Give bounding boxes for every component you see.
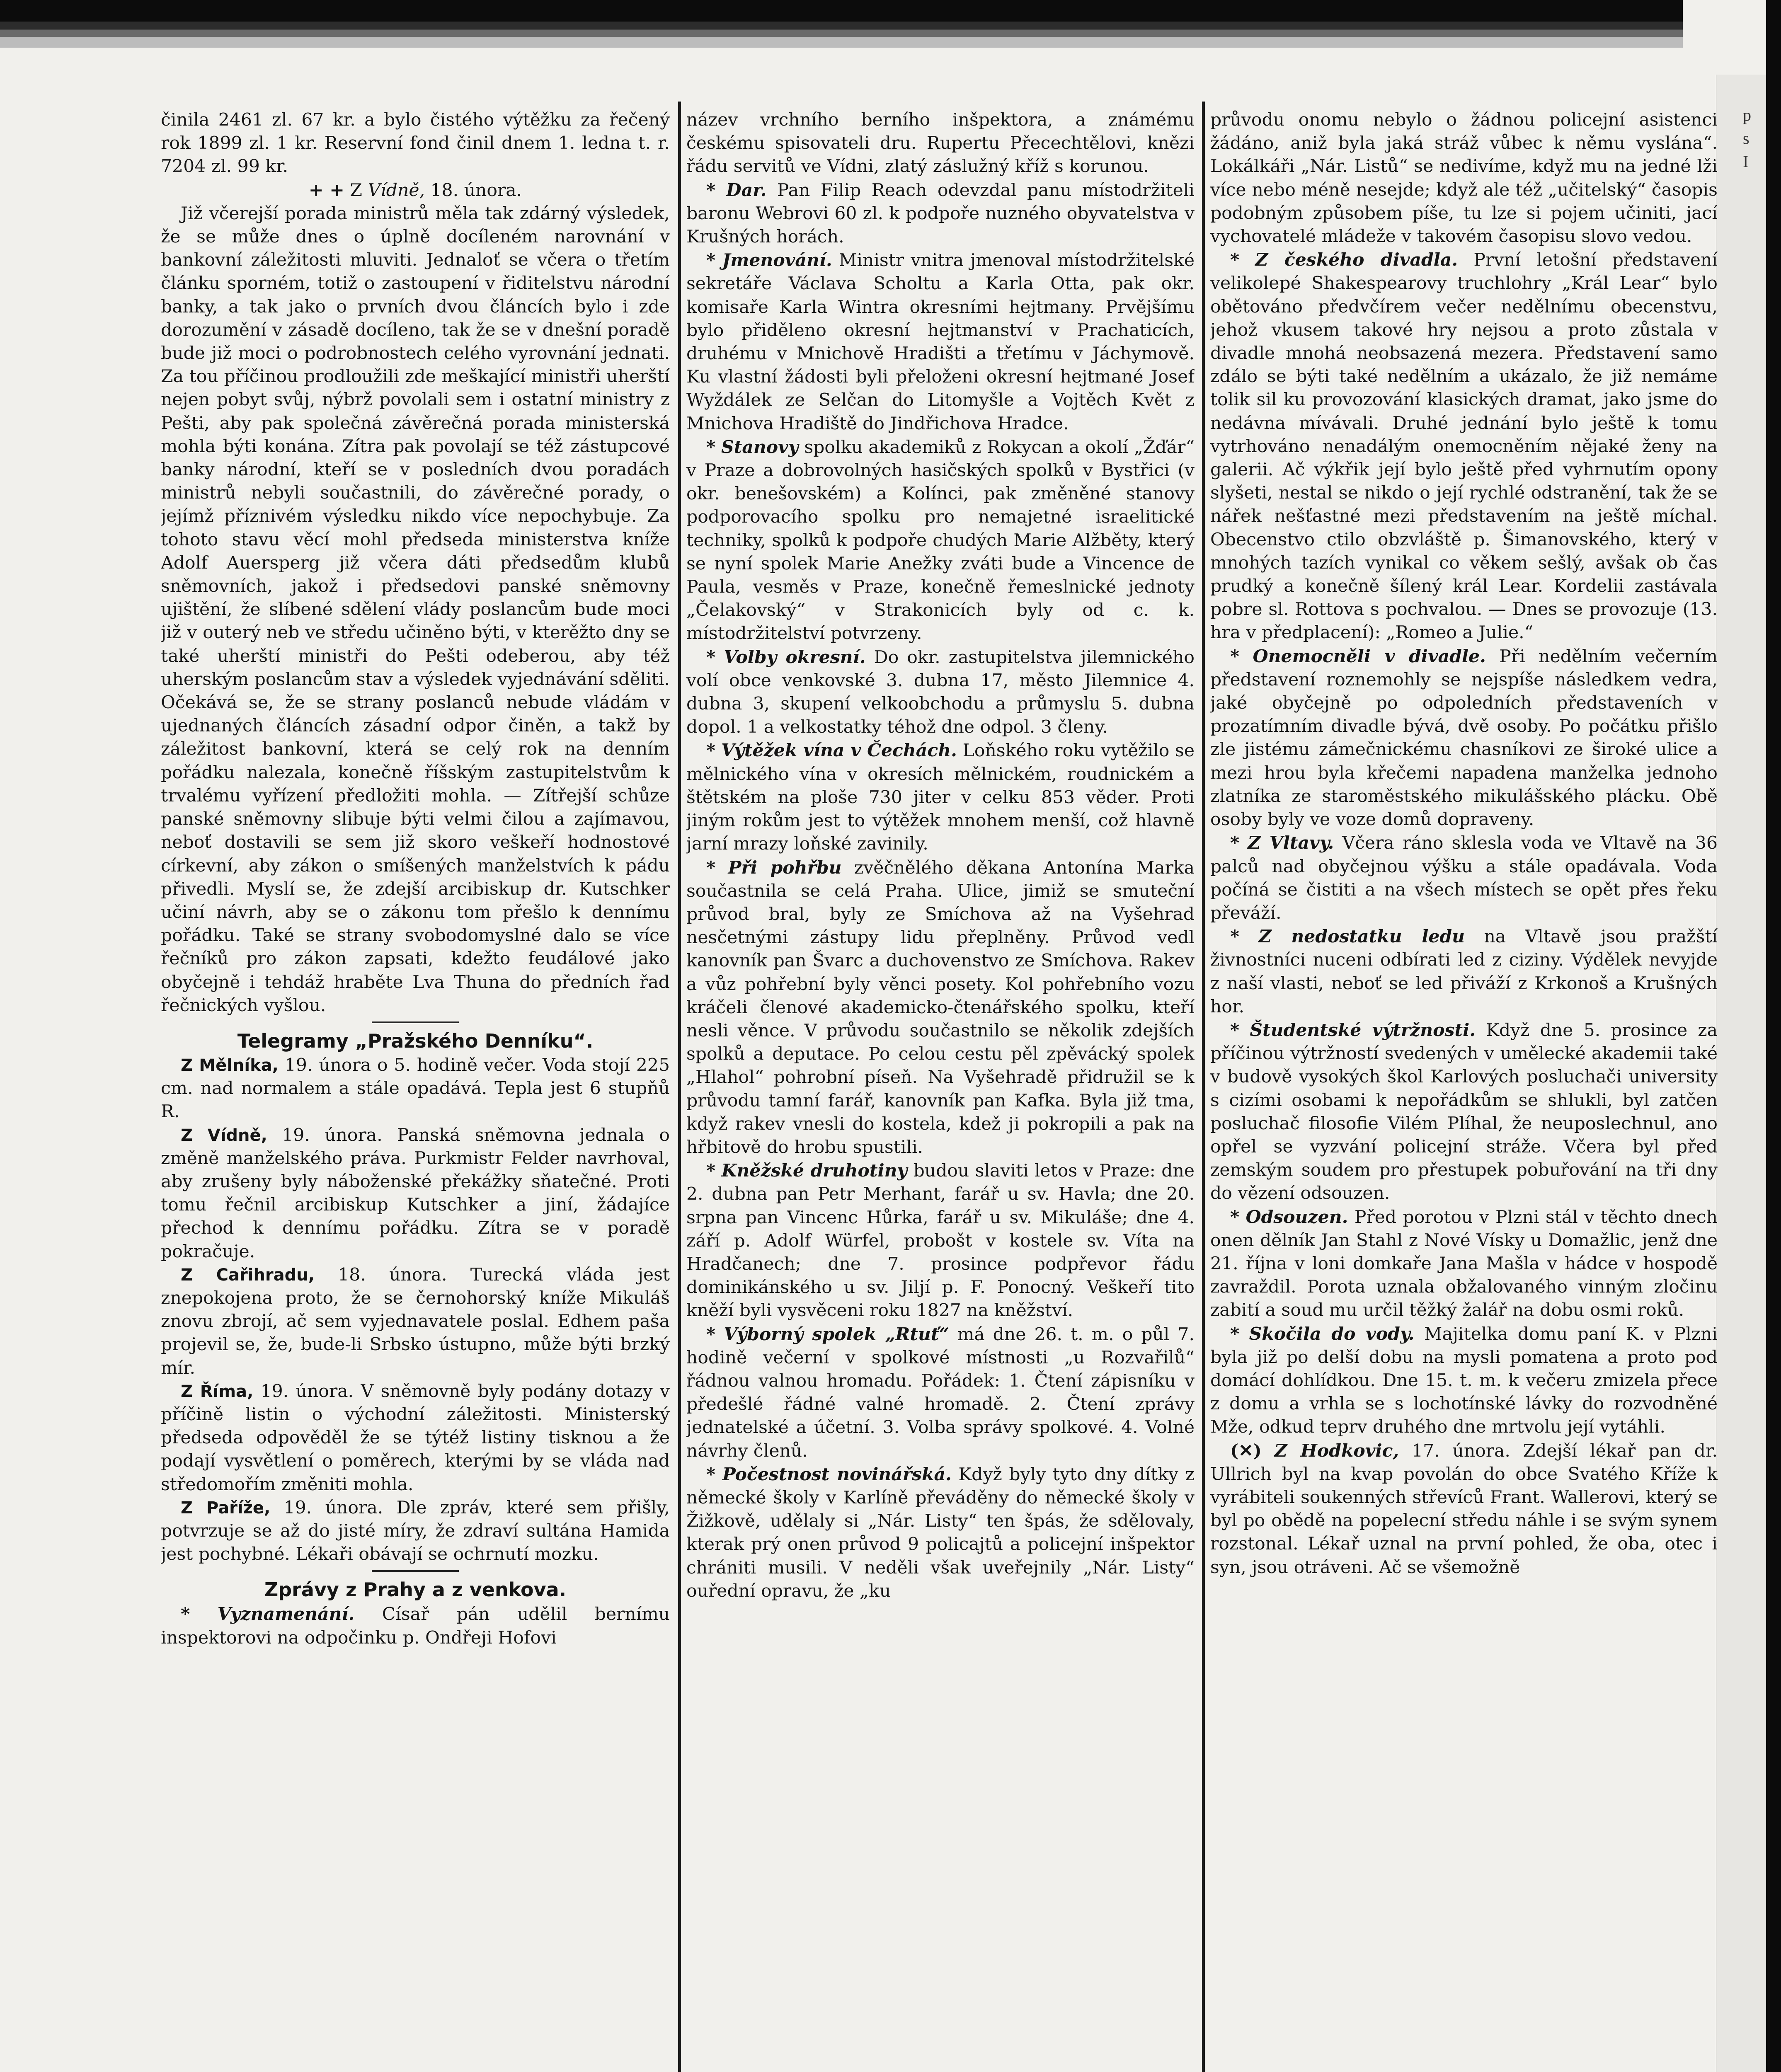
news-keyword: Študentské výtržnosti. <box>1250 1019 1476 1041</box>
vienna-dateline <box>161 179 670 202</box>
news-text: Včera ráno sklesla voda ve Vltavě na 36 palců nad obyčejnou výšku a stále opadávala. Voda počíná se čistiti a na všech místech se opět přes řeku převáží. <box>1210 833 1718 923</box>
telegram-item <box>161 1124 670 1264</box>
vienna-report: Již včerejší porada ministrů měla tak zdárný výsledek, že se může dnes o úplně docíleném narovnání v bankovní záležitosti mluviti. Jednaloť se včera o třetím článku sporném, totiž o zastoupení v řiditelstvu národní banky, a tak jako o prvních dvou článcích bylo i zde dorozumění v zásadě docíleno, tak že se v dnešní poradě bude již moci o podrobnostech celého vyrovnání jednati. Za tou příčinou prodloužili zde meškající ministři uherští nejen pobyt svůj, nýbrž povolali sem i ostatní ministry z Pešti, aby pak společná závěrečná porada ministerská mohla býti konána. Zítra pak povolají se též zástupcové banky národní, kteří se v posledních dvou poradách ministrů nebyli součastnili, do závěrečné porady, o jejímž příznivém výsledku nikdo více nepochybuje. Za tohoto stavu věcí mohl předseda ministerstva kníže Adolf Auersperg již včera dáti předsedům klubů sněmovních, jakož i předsedovi panské sněmovny ujištění, že slíbené sdělení vlády poslancům bude moci již v outerý neb ve středu učiněno býti, v kterěžto dny se také uherští ministři do Pešti odeberou, aby též uherským poslancům stav a výsledek vyjednávání sděliti. Očekává se, že se strany poslanců nebude vládám v ujednaných článcích zásadní odpor činěn, a takž by záležitost bankovní, která se celý rok na denním pořádku nalezala, konečně říšským zastupitelstvům k trvalému vyřízení předložiti mohla. — Zítřejší schůze panské sněmovny slibuje býti velmi čilou a zajímavou, neboť dostavili se sem již skoro veškeří hodnostové církevní, aby zákon o smíšených manželstvích k pádu přivedli. Myslí se, že zdejší arcibiskup dr. Kutschker učiní návrh, aby se o zákonu tom přešlo k dennímu pořádku. Také se strany svobodomyslné dalo se více řečníků pro zákon zapsati, kdežto feudálové jako obyčejně i tehdáž hraběte Lva Thuna do předních řad řečnických vyšlou. <box>161 203 670 1016</box>
news-text: Císař pán udělil bernímu inspektorovi na odpočinku p. Ondřeji Hofovi <box>161 1604 670 1648</box>
news-keyword: Vyznamenání. <box>217 1604 355 1625</box>
news-text: Když byly tyto dny dítky z německé školy v Karlíně převáděny do německé školy v Žižkově, udělaly si „Nár. Listy“ ten špás, že sdělovaly, kterak prý onen průvod 9 policajtů a policejní inšpektor chrániti musili. V neděli však uveřejnily „Nár. Listy“ ouřední opravu, že „ku <box>686 1464 1195 1601</box>
telegram-item <box>161 1496 670 1566</box>
news-text: průvodu onomu nebylo o žádnou policejní asistenci žádáno, aniž byla jaká stráž vůbec k němu vyslána“. Lokálkáři „Nár. Listů“ se nedivíme, když mu na jedné lži více nebo méně nesejde; když ale též „učitelský“ časopis podobným způsobem píše, tu lze si pojem učiniti, jací vychovatelé mládeže v takovém časopisu slovo vedou. <box>1210 110 1718 247</box>
telegram-place: Z Paříže, <box>181 1498 271 1518</box>
column-rule-2 <box>1202 102 1205 2072</box>
news-keyword: Dar. <box>726 179 767 201</box>
news-text: Do okr. zastupitelstva jilemnického volí obce venkovské 3. dubna 17, město Jilemnice 4. dubna 3, skupení velkoobchodu a průmyslu 5. dubna dopol. 1 a velkostatky téhož dne odpol. 3 členy. <box>686 647 1195 738</box>
column-left <box>161 109 670 2072</box>
news-item: * Dar. Pan Filip Reach odevzdal panu místodržiteli baronu Webrovi 60 zl. k podpoře nuzného obyvatelstva v Krušných horách. <box>686 179 1195 247</box>
news-keyword: Počestnost novinářská. <box>722 1464 952 1485</box>
news-heading: Zprávy z Prahy a z venkova. <box>264 1578 567 1601</box>
news-item: * Skočila do vody. Majitelka domu paní K. v Plzni byla již po delší dobu na mysli pomatena a proto pod domácí dohlídkou. Dne 15. t. m. k večeru zmizela přece z domu a vrhla se s lochotínské lávky do rozvodněné Mže, odkud teprv druhého dne mrtvolu její vytáhli. <box>1210 1323 1718 1438</box>
news-item: * Výborný spolek „Rtuť“ má dne 26. t. m. o půl 7. hodině večerní v spolkové místnosti „u Rozvařilů“ řádnou valnou hromadu. Pořádek: 1. Čtení zápisníku v předešlé řádné valné hromadě. 2. Čtení zprávy jednatelské a účetní. 3. Volba správy spolkové. 4. Volné návrhy členů. <box>686 1324 1195 1461</box>
dateline-z: Z <box>350 180 362 201</box>
telegram-place: Z Mělníka, <box>181 1055 279 1075</box>
news-text: Loňského roku vytěžilo se mělnického vína v okresích mělnickém, roudnickém a štětském na ploše 730 jiter v celku 853 věder. Proti jiným rokům jest to výtěžek mnohem menší, což hlavně jarní mrazy loňské zavinily. <box>686 741 1195 854</box>
news-keyword: Výborný spolek „Rtuť“ <box>724 1324 949 1345</box>
dateline-place: Vídně, <box>368 180 425 201</box>
scan-top-edge <box>0 0 1683 48</box>
telegram-text: 18. února. Turecká vláda jest znepokojena proto, že se černohorský kníže Mikuláš znovu zbrojí, ač sem vyjednavatele poslal. Edhem paša projevil se, že, bude-li Srbsko ústupno, může býti brzký mír. <box>161 1264 670 1378</box>
news-item: * Z Vltavy. Včera ráno sklesla voda ve Vltavě na 36 palců nad obyčejnou výšku a stále opadávala. Voda počíná se čistiti a na všech místech se opět přes řeku převáží. <box>1210 833 1718 923</box>
margin-fragments <box>1743 104 1761 173</box>
news-keyword: Skočila do vody. <box>1249 1323 1415 1344</box>
news-item: * Z nedostatku ledu na Vltavě jsou pražští živnostníci nuceni odbírati led z ciziny. Výdělek nevyjde z naší vlasti, neboť se led přiváží z Krkonoš a Krušných hor. <box>1210 926 1718 1017</box>
news-keyword: Z českého divadla. <box>1255 249 1458 271</box>
news-text: Když dne 5. prosince za příčinou výtržností svedených v umělecké akademii také v budově vysokých škol Karlových posluchači university s cizími osobami k nepořádkům se shlukli, byl zatčen posluchač filosofie Vilém Plíhal, že neuposlechnul, ano opřel se vyzvání policejní stráže. Včera byl před zemským soudem pro přestupek pobuřování na tři dny do vězení odsouzen. <box>1210 1020 1718 1204</box>
dateline-date: 18. února. <box>430 180 522 201</box>
news-item: * Študentské výtržnosti. Když dne 5. prosince za příčinou výtržností svedených v umělecké akademii také v budově vysokých škol Karlových posluchači university s cizími osobami k nepořádkům se shlukli, byl zatčen posluchač filosofie Vilém Plíhal, že neuposlechnul, ano opřel se vyzvání policejní stráže. Včera byl před zemským soudem pro přestupek pobuřování na tři dny do vězení odsouzen. <box>1210 1019 1718 1204</box>
news-item: * Při pohřbu zvěčnělého děkana Antonína Marka součastnila se celá Praha. Ulice, jimiž se smuteční průvod bral, byly ze Smíchova až na Vyšehrad nesčetnými zástupy lidu přeplněny. Průvod vedl kanovník pan Švarc a duchovenstvo ze Smíchova. Rakev a vůz pohřební byly věnci posety. Kol pohřebního vozu kráčeli členové akademicko-čtenářského spolku, kteří nesli věnce. V průvodu součastnilo se několik zdejších spolků a deputace. Po celou cestu pěl zpěvácký spolek „Hlahol“ pohrobní píseň. Na Vyšehradě přidružil se k průvodu tamní farář, kanovník pan Kafka. Byla již tma, když rakev vnesli do kostela, kdež ji pokropili a pak na hřbitově do hrobu spustili. <box>686 857 1195 1157</box>
adjacent-page-strip <box>1716 75 1766 2072</box>
dateline-mark: + + <box>308 179 344 201</box>
news-item: * Volby okresní. Do okr. zastupitelstva jilemnického volí obce venkovské 3. dubna 17, město Jilemnice 4. dubna 3, skupení velkoobchodu a průmyslu 5. dubna dopol. 1 a velkostatky téhož dne odpol. 3 členy. <box>686 646 1195 738</box>
margin-fragment: s <box>1743 129 1749 148</box>
telegram-text: 19. února o 5. hodině večer. Voda stojí 225 cm. nad normalem a stále opadává. Tepla jest 6 stupňů R. <box>161 1055 670 1122</box>
news-item: (✕) Z Hodkovic, 17. února. Zdejší lékař pan dr. Ullrich byl na kvap povolán do obce Svatého Kříže k vyrábiteli soukenných střevíců Frant. Wallerovi, který se byl po obědě na popelecní středu náhle i se svým synem rozstonal. Lékař uznal na první pohled, že oba, otec i syn, jsou otráveni. Ač se všemožně <box>1210 1440 1718 1578</box>
news-text: Pan Filip Reach odevzdal panu místodržiteli baronu Webrovi 60 zl. k podpoře nuzného obyvatelstva v Krušných horách. <box>686 180 1195 247</box>
news-item: * Z českého divadla. První letošní představení velikolepé Shakespearovy truchlohry „Král Lear“ bylo obětováno předvčírem večer nedělnímu obecenstvu, jehož vkusem takové hry nejsou a proto zůstala v divadle mnohá neobsazená mezera. Představení samo zdálo se býti také nedělním a ukázalo, že již nemáme tolik sil ku provozování klasických dramat, jako jsme do nedávna mívávali. Druhé jednání bylo ještě k tomu vytrhováno nenadálým onemocněním nějaké ženy na galerii. Ač výkřik její bylo ještě před vyhrnutím opony slyšeti, nestal se nikdo o její rychlé odstranění, tak že se nářek nešťastné mezi představením na ještě míchal. Obecenstvo ctilo obzvláště p. Šimanovského, který v mnohých tazích vynikal co věkem sešlý, avšak ob čas prudký a konečně šílený král Lear. Kordelii zastávala pobre sl. Rottova s pochvalou. — Dnes se provozuje (13. hra v předplacení): „Romeo a Julie.“ <box>1210 249 1718 643</box>
news-text: spolku akademiků z Rokycan a okolí „Žďár“ v Praze a dobrovolných hasičských spolků v Bystřici (v okr. benešovském) a Kolínci, pak změněné stanovy podporovacího spolku pro nemajetné israelitické techniky, spolků k podpoře chudých Marie Alžběty, který se nyní spolek Marie Anežky zváti bude a Vincence de Paula, vesměs v Praze, konečně řemeslnické jednoty „Čelakovský“ v Strakonicích byly od c. k. místodržitelství potvrzeny. <box>686 437 1195 644</box>
news-keyword: Výtěžek vína v Čechách. <box>721 740 957 761</box>
news-keyword: Stanovy <box>721 436 799 457</box>
telegram-place: Z Cařihradu, <box>181 1265 315 1285</box>
news-keyword: Odsouzen. <box>1245 1206 1348 1227</box>
news-item: * Vyznamenání. Císař pán udělil bernímu inspektorovi na odpočinku p. Ondřeji Hofovi <box>161 1604 670 1648</box>
telegram-text: 19. února. Panská sněmovna jednala o změně manželského práva. Purkmistr Felder navrhoval, aby zrušeny byly náboženské překážky sňatečné. Proti tomu řečnil arcibiskup Kutschker a jiní, žádajíce přechod k dennímu pořádku. Zítra se v poradě pokračuje. <box>161 1125 670 1262</box>
section-separator <box>372 1021 459 1023</box>
news-text: Při nedělním večerním představení roznemohly se nejspíše následkem vedra, jaké obyčejně po odpoledních představeních v prozatímním divadle bývá, dvě osoby. Po počátku přišlo zle jistému zámečnickému chasníkovi ze široké ulice a mezi hrou byla křečemi napadena manželka jednoho zlatníka ze staroměstského mikulášského plácku. Obě osoby byly ve voze domů dopraveny. <box>1210 646 1718 830</box>
news-text: má dne 26. t. m. o půl 7. hodině večerní v spolkové místnosti „u Rozvařilů“ řádnou valnou hromadu. Pořádek: 1. Čtení zápisníku v předešlé řádné valné hromadě. 2. Čtení zprávy jednatelské a účetní. 3. Volba správy spolkové. 4. Volné návrhy členů. <box>686 1324 1195 1461</box>
column-right <box>1210 109 1718 2072</box>
telegram-text: 19. února. Dle zpráv, které sem přišly, potvrzuje se až do jisté míry, že zdraví sultána Hamida jest pochybné. Lékaři obávají se ochrnutí mozku. <box>161 1497 670 1565</box>
telegram-item <box>161 1264 670 1380</box>
news-item: * Stanovy spolku akademiků z Rokycan a okolí „Žďár“ v Praze a dobrovolných hasičských spolků v Bystřici (v okr. benešovském) a Kolínci, pak změněné stanovy podporovacího spolku pro nemajetné israelitické techniky, spolků k podpoře chudých Marie Alžběty, který se nyní spolek Marie Anežky zváti bude a Vincence de Paula, vesměs v Praze, konečně řemeslnické jednoty „Čelakovský“ v Strakonicích byly od c. k. místodržitelství potvrzeny. <box>686 436 1195 644</box>
news-item <box>686 109 1195 179</box>
news-keyword: Z nedostatku ledu <box>1258 926 1465 947</box>
news-item: * Výtěžek vína v Čechách. Loňského roku vytěžilo se mělnického vína v okresích mělnickém, roudnickém a štětském na ploše 730 jiter v celku 853 věder. Proti jiným rokům jest to výtěžek mnohem menší, což hlavně jarní mrazy loňské zavinily. <box>686 740 1195 854</box>
news-text: Před porotou v Plzni stál v těchto dnech onen dělník Jan Stahl z Nové Vísky u Domažlic, jenž dne 21. října v loni domkaře Jana Mašla v hádce v hospodě zavraždil. Porota uznala obžalovaného vinným zločinu zabití a soud mu určil těžký žalář na dobu osmi roků. <box>1210 1207 1718 1321</box>
news-item: * Odsouzen. Před porotou v Plzni stál v těchto dnech onen dělník Jan Stahl z Nové Vísky u Domažlic, jenž dne 21. října v loni domkaře Jana Mašla v hádce v hospodě zavraždil. Porota uznala obžalovaného vinným zločinu zabití a soud mu určil těžký žalář na dobu osmi roků. <box>1210 1206 1718 1321</box>
news-keyword: Kněžské druhotiny <box>721 1160 908 1181</box>
margin-fragment: I <box>1743 152 1749 171</box>
news-text: budou slaviti letos v Praze: dne 2. dubna pan Petr Merhant, farář u sv. Havla; dne 20. srpna pan Vincenc Hůrka, farář u sv. Mikuláše; dne 4. září p. Adolf Würfel, probošt v kostele sv. Víta na Hradčanech; dne 7. prosince podpřevor řádu dominikánského u sv. Jiljí p. F. Ponocný. Veškeří tito kněží byli vysvěceni roku 1827 na kněžství. <box>686 1161 1195 1321</box>
news-text: První letošní představení velikolepé Shakespearovy truchlohry „Král Lear“ bylo obětováno předvčírem večer nedělnímu obecenstvu, jehož vkusem takové hry nejsou a proto zůstala v divadle mnohá neobsazená mezera. Představení samo zdálo se býti také nedělním a ukázalo, že již nemáme tolik sil ku provozování klasických dramat, jako jsme do nedávna mívávali. Druhé jednání bylo ještě k tomu vytrhováno nenadálým onemocněním nějaké ženy na galerii. Ač výkřik její bylo ještě před vyhrnutím opony slyšeti, nestal se nikdo o její rychlé odstranění, tak že se nářek nešťastné mezi představením na ještě míchal. Obecenstvo ctilo obzvláště p. Šimanovského, který v mnohých tazích vynikal co věkem sešlý, avšak ob čas prudký a konečně šílený král Lear. Kordelii zastávala pobre sl. Rottova s pochvalou. — Dnes se provozuje (13. hra v předplacení): „Romeo a Julie.“ <box>1210 250 1718 643</box>
column-rule-1 <box>678 102 681 2072</box>
news-text: 17. února. Zdejší lékař pan dr. Ullrich byl na kvap povolán do obce Svatého Kříže k vyrábiteli soukenných střevíců Frant. Wallerovi, který se byl po obědě na popelecní středu náhle i se svým synem rozstonal. Lékař uznal na první pohled, že oba, otec i syn, jsou otráveni. Ač se všemožně <box>1210 1440 1718 1578</box>
news-keyword: Z Hodkovic, <box>1274 1440 1399 1461</box>
news-item: * Kněžské druhotiny budou slaviti letos v Praze: dne 2. dubna pan Petr Merhant, farář u sv. Havla; dne 20. srpna pan Vincenc Hůrka, farář u sv. Mikuláše; dne 4. září p. Adolf Würfel, probošt v kostele sv. Víta na Hradčanech; dne 7. prosince podpřevor řádu dominikánského u sv. Jiljí p. F. Ponocný. Veškeří tito kněží byli vysvěceni roku 1827 na kněžství. <box>686 1160 1195 1321</box>
news-keyword: Z Vltavy. <box>1248 833 1334 854</box>
intro-paragraph: činila 2461 zl. 67 kr. a bylo čistého výtěžku za řečený rok 1899 zl. 1 kr. Reservní fond činil dnem 1. ledna t. r. 7204 zl. 99 kr. <box>161 110 670 177</box>
section-separator <box>372 1570 459 1572</box>
telegram-text: 19. února. V sněmovně byly podány dotazy v příčině listin o východní záležitosti. Ministerský předseda odpověděl že se týtéž listiny tisknou a že podají vysvětlení o poměrech, kterými by se vláda nad středomořím změniti mohla. <box>161 1381 670 1495</box>
news-text: zvěčnělého děkana Antonína Marka součastnila se celá Praha. Ulice, jimiž se smuteční průvod bral, byly ze Smíchova až na Vyšehrad nesčetnými zástupy lidu přeplněny. Průvod vedl kanovník pan Švarc a duchovenstvo ze Smíchova. Rakev a vůz pohřební byly věnci posety. Kol pohřebního vozu kráčeli členové akademicko-čtenářského spolku, kteří nesli věnce. V průvodu součastnilo se několik zdejších spolků a deputace. Po celou cestu pěl zpěvácký spolek „Hlahol“ pohrobní píseň. Na Vyšehradě přidružil se k průvodu tamní farář, kanovník pan Kafka. Byla již tma, když rakev vnesli do kostela, kdež ji pokropili a pak na hřbitově do hrobu spustili. <box>686 857 1195 1157</box>
news-text: Majitelka domu paní K. v Plzni byla již po delší dobu na mysli pomatena a proto pod domácí dohlídkou. Dne 15. t. m. k večeru zmizela přece z domu a vrhla se s lochotínské lávky do rozvodněné Mže, odkud teprv druhého dne mrtvolu její vytáhli. <box>1210 1324 1718 1438</box>
telegram-item <box>161 1054 670 1124</box>
scan-right-edge <box>1766 0 1781 2072</box>
news-text: na Vltavě jsou pražští živnostníci nuceni odbírati led z ciziny. Výdělek nevyjde z naší vlasti, neboť se led přiváží z Krkonoš a Krušných hor. <box>1210 927 1718 1017</box>
news-item: * Jmenování. Ministr vnitra jmenoval místodržitelské sekretáře Václava Scholtu a Karla Otta, pak okr. komisaře Karla Wintra okresními hejtmany. Prvějšímu bylo přiděleno okresní hejtmanství v Prachaticích, druhému v Mnichově Hradišti a třetímu v Jáchymově. Ku vlastní žádosti byli přeloženi okresní hejtmané Josef Wyždálek ze Selčan do Litomyšle a Vojtěch Květ z Mnichova Hradiště do Jindřichova Hradce. <box>686 250 1195 434</box>
news-text: název vrchního berního inšpektora, a známému českému spisovateli dru. Rupertu Přecechtělovi, knězi řádu servitů ve Vídni, zlatý záslužný kříž s korunou. <box>686 110 1195 177</box>
column-middle <box>686 109 1195 2072</box>
news-item: * Onemocněli v divadle. Při nedělním večerním představení roznemohly se nejspíše následkem vedra, jaké obyčejně po odpoledních představeních v prozatímním divadle bývá, dvě osoby. Po počátku přišlo zle jistému zámečnickému chasníkovi ze široké ulice a mezi hrou byla křečemi napadena manželka jednoho zlatníka ze staroměstského mikulášského plácku. Obě osoby byly ve voze domů dopraveny. <box>1210 646 1718 830</box>
telegram-place: Z Říma, <box>181 1382 254 1401</box>
news-item: * Počestnost novinářská. Když byly tyto dny dítky z německé školy v Karlíně převáděny do německé školy v Žižkově, udělaly si „Nár. Listy“ ten špás, že sdělovaly, kterak prý onen průvod 9 policajtů a policejní inšpektor chrániti musili. V neděli však uveřejnily „Nár. Listy“ ouřední opravu, že „ku <box>686 1464 1195 1601</box>
news-keyword: Jmenování. <box>722 250 832 271</box>
telegram-item <box>161 1380 670 1496</box>
news-item <box>1210 109 1718 248</box>
news-text: Ministr vnitra jmenoval místodržitelské sekretáře Václava Scholtu a Karla Otta, pak okr. komisaře Karla Wintra okresními hejtmany. Prvějšímu bylo přiděleno okresní hejtmanství v Prachaticích, druhému v Mnichově Hradišti a třetímu v Jáchymově. Ku vlastní žádosti byli přeloženi okresní hejtmané Josef Wyždálek ze Selčan do Litomyšle a Vojtěch Květ z Mnichova Hradiště do Jindřichova Hradce. <box>686 250 1195 434</box>
news-keyword: Onemocněli v divadle. <box>1253 646 1486 667</box>
news-keyword: Při pohřbu <box>728 857 842 878</box>
news-keyword: Volby okresní. <box>724 646 866 668</box>
margin-fragment: p <box>1743 106 1751 124</box>
telegram-heading: Telegramy „Pražského Denníku“. <box>237 1029 594 1052</box>
telegram-place: Z Vídně, <box>181 1126 267 1145</box>
